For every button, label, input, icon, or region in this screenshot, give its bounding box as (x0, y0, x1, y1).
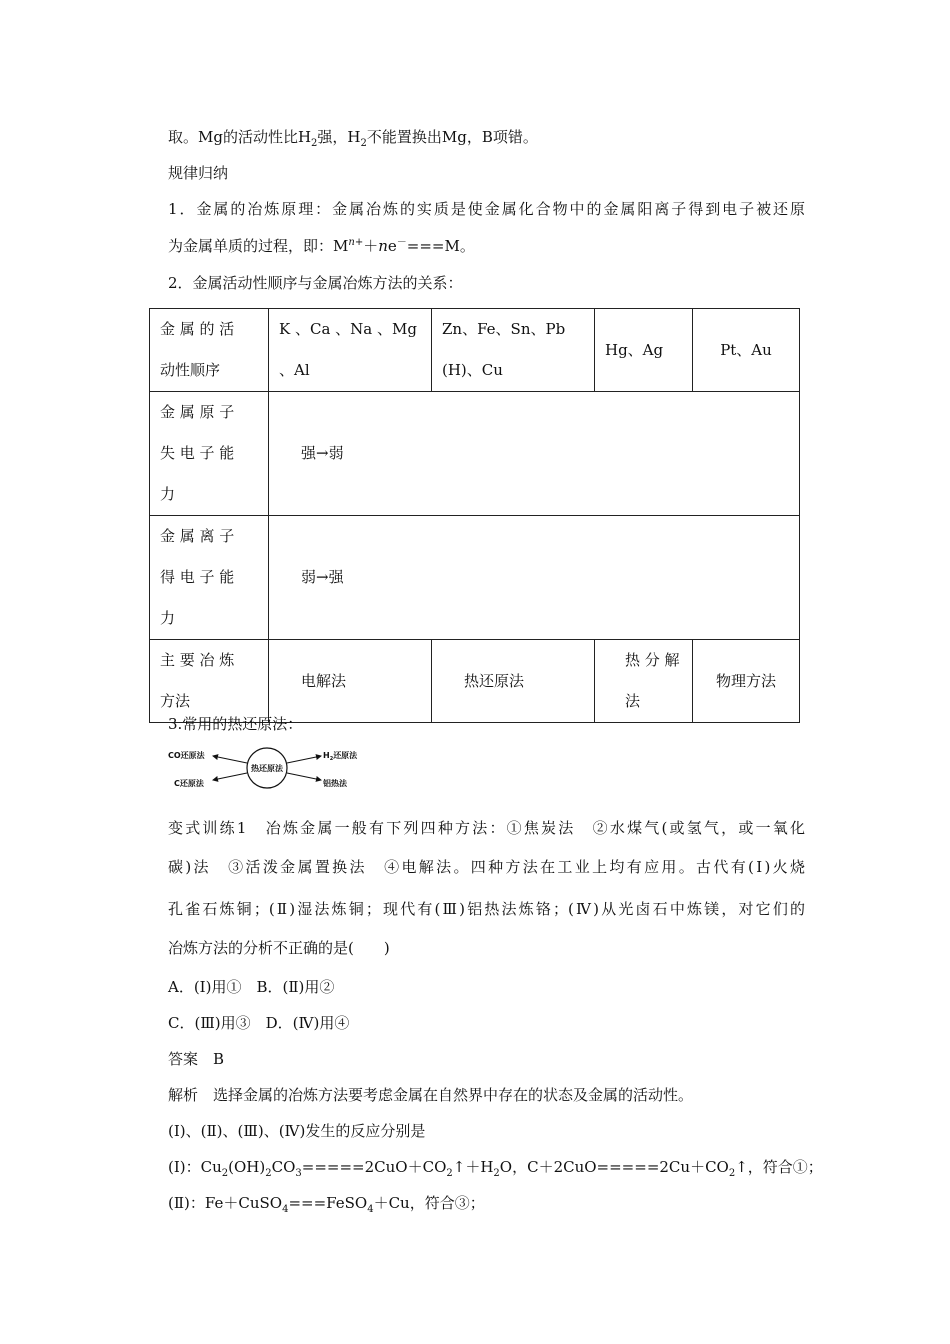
exercise-line-2: 碳)法 ③活泼金属置换法 ④电解法。四种方法在工业上均有应用。古代有(Ⅰ)火烧 (168, 858, 805, 876)
options-ab: A．(Ⅰ)用① B．(Ⅱ)用② (168, 978, 335, 996)
analysis-line: 解析 选择金属的冶炼方法要考虑金属在自然界中存在的状态及金属的活动性。 (168, 1086, 694, 1104)
exercise-line-3: 孔雀石炼铜；(Ⅱ)湿法炼铜；现代有(Ⅲ)铝热法炼铬；(Ⅳ)从光卤石中炼镁，对它们的 (168, 900, 805, 918)
table-cell: 电解法 (269, 640, 432, 723)
diagram-c-label: C还原法 (174, 779, 204, 788)
equation-2: (Ⅱ)：Fe＋CuSO$_4$===FeSO$_4$＋Cu，符合③； (168, 1194, 485, 1215)
table-cell: 强→弱 (269, 392, 800, 516)
diagram-center-label: 热还原法 (251, 764, 283, 773)
table-cell: Hg、Ag (595, 309, 693, 392)
table-cell: Pt、Au (693, 309, 800, 392)
arrow-c (213, 773, 247, 780)
table-cell: 金 属 离 子 得 电 子 能 力 (150, 516, 269, 640)
section-3-heading: 3.常用的热还原法： (168, 715, 303, 733)
summary-heading: 规律归纳 (168, 164, 229, 182)
table-row (150, 309, 800, 392)
exercise-line-1: 变式训练1 冶炼金属一般有下列四种方法：①焦炭法 ②水煤气(或氢气，或一氧化 (168, 819, 805, 837)
table-cell: 物理方法 (693, 640, 800, 723)
exercise-line-4: 冶炼方法的分析不正确的是( ) (168, 939, 390, 957)
table-cell: Zn、Fe、Sn、Pb (H)、Cu (432, 309, 595, 392)
principle-line-1: 1．金属的冶炼原理：金属冶炼的实质是使金属化合物中的金属阳离子得到电子被还原 (168, 200, 805, 218)
reactions-line: (Ⅰ)、(Ⅱ)、(Ⅲ)、(Ⅳ)发生的反应分别是 (168, 1122, 426, 1140)
table-cell: 金 属 的 活 动性顺序 (150, 309, 269, 392)
table-cell: K 、Ca 、Na 、Mg 、Al (269, 309, 432, 392)
options-cd: C．(Ⅲ)用③ D．(Ⅳ)用④ (168, 1014, 350, 1032)
diagram-al-label: 铝热法 (323, 779, 347, 788)
arrow-al (287, 773, 321, 780)
table-row (150, 392, 800, 516)
table-cell: 主 要 冶 炼 方法 (150, 640, 269, 723)
text-line-1: 取。Mg的活动性比$H_2$强，$H_2$不能置换出Mg，B项错。 (168, 128, 538, 149)
diagram-h2-label: $H_2$还原法 (323, 751, 358, 762)
arrow-co (213, 756, 247, 763)
table-row (150, 640, 800, 723)
arrow-h2 (287, 756, 321, 763)
table-row (150, 516, 800, 640)
relationship-heading: 2．金属活动性顺序与金属冶炼方法的关系： (168, 274, 463, 292)
table-cell: 金 属 原 子 失 电 子 能 力 (150, 392, 269, 516)
metal-activity-table (149, 308, 800, 723)
table-cell: 热 分 解 法 (595, 640, 693, 723)
table-cell: 热还原法 (432, 640, 595, 723)
thermal-reduction-diagram (165, 743, 365, 793)
table-cell: 弱→强 (269, 516, 800, 640)
answer-line: 答案 B (168, 1050, 225, 1068)
principle-line-2: 为金属单质的过程，即：$M^{n+}+ne^-===M$。 (168, 237, 475, 255)
diagram-co-label: CO还原法 (168, 751, 205, 760)
equation-1: (Ⅰ)：$Cu_2(OH)_2CO_3=====2CuO+CO_2↑+H_2O$，$C+2CuO=====2Cu+CO_2↑$，符合①； (168, 1158, 823, 1179)
